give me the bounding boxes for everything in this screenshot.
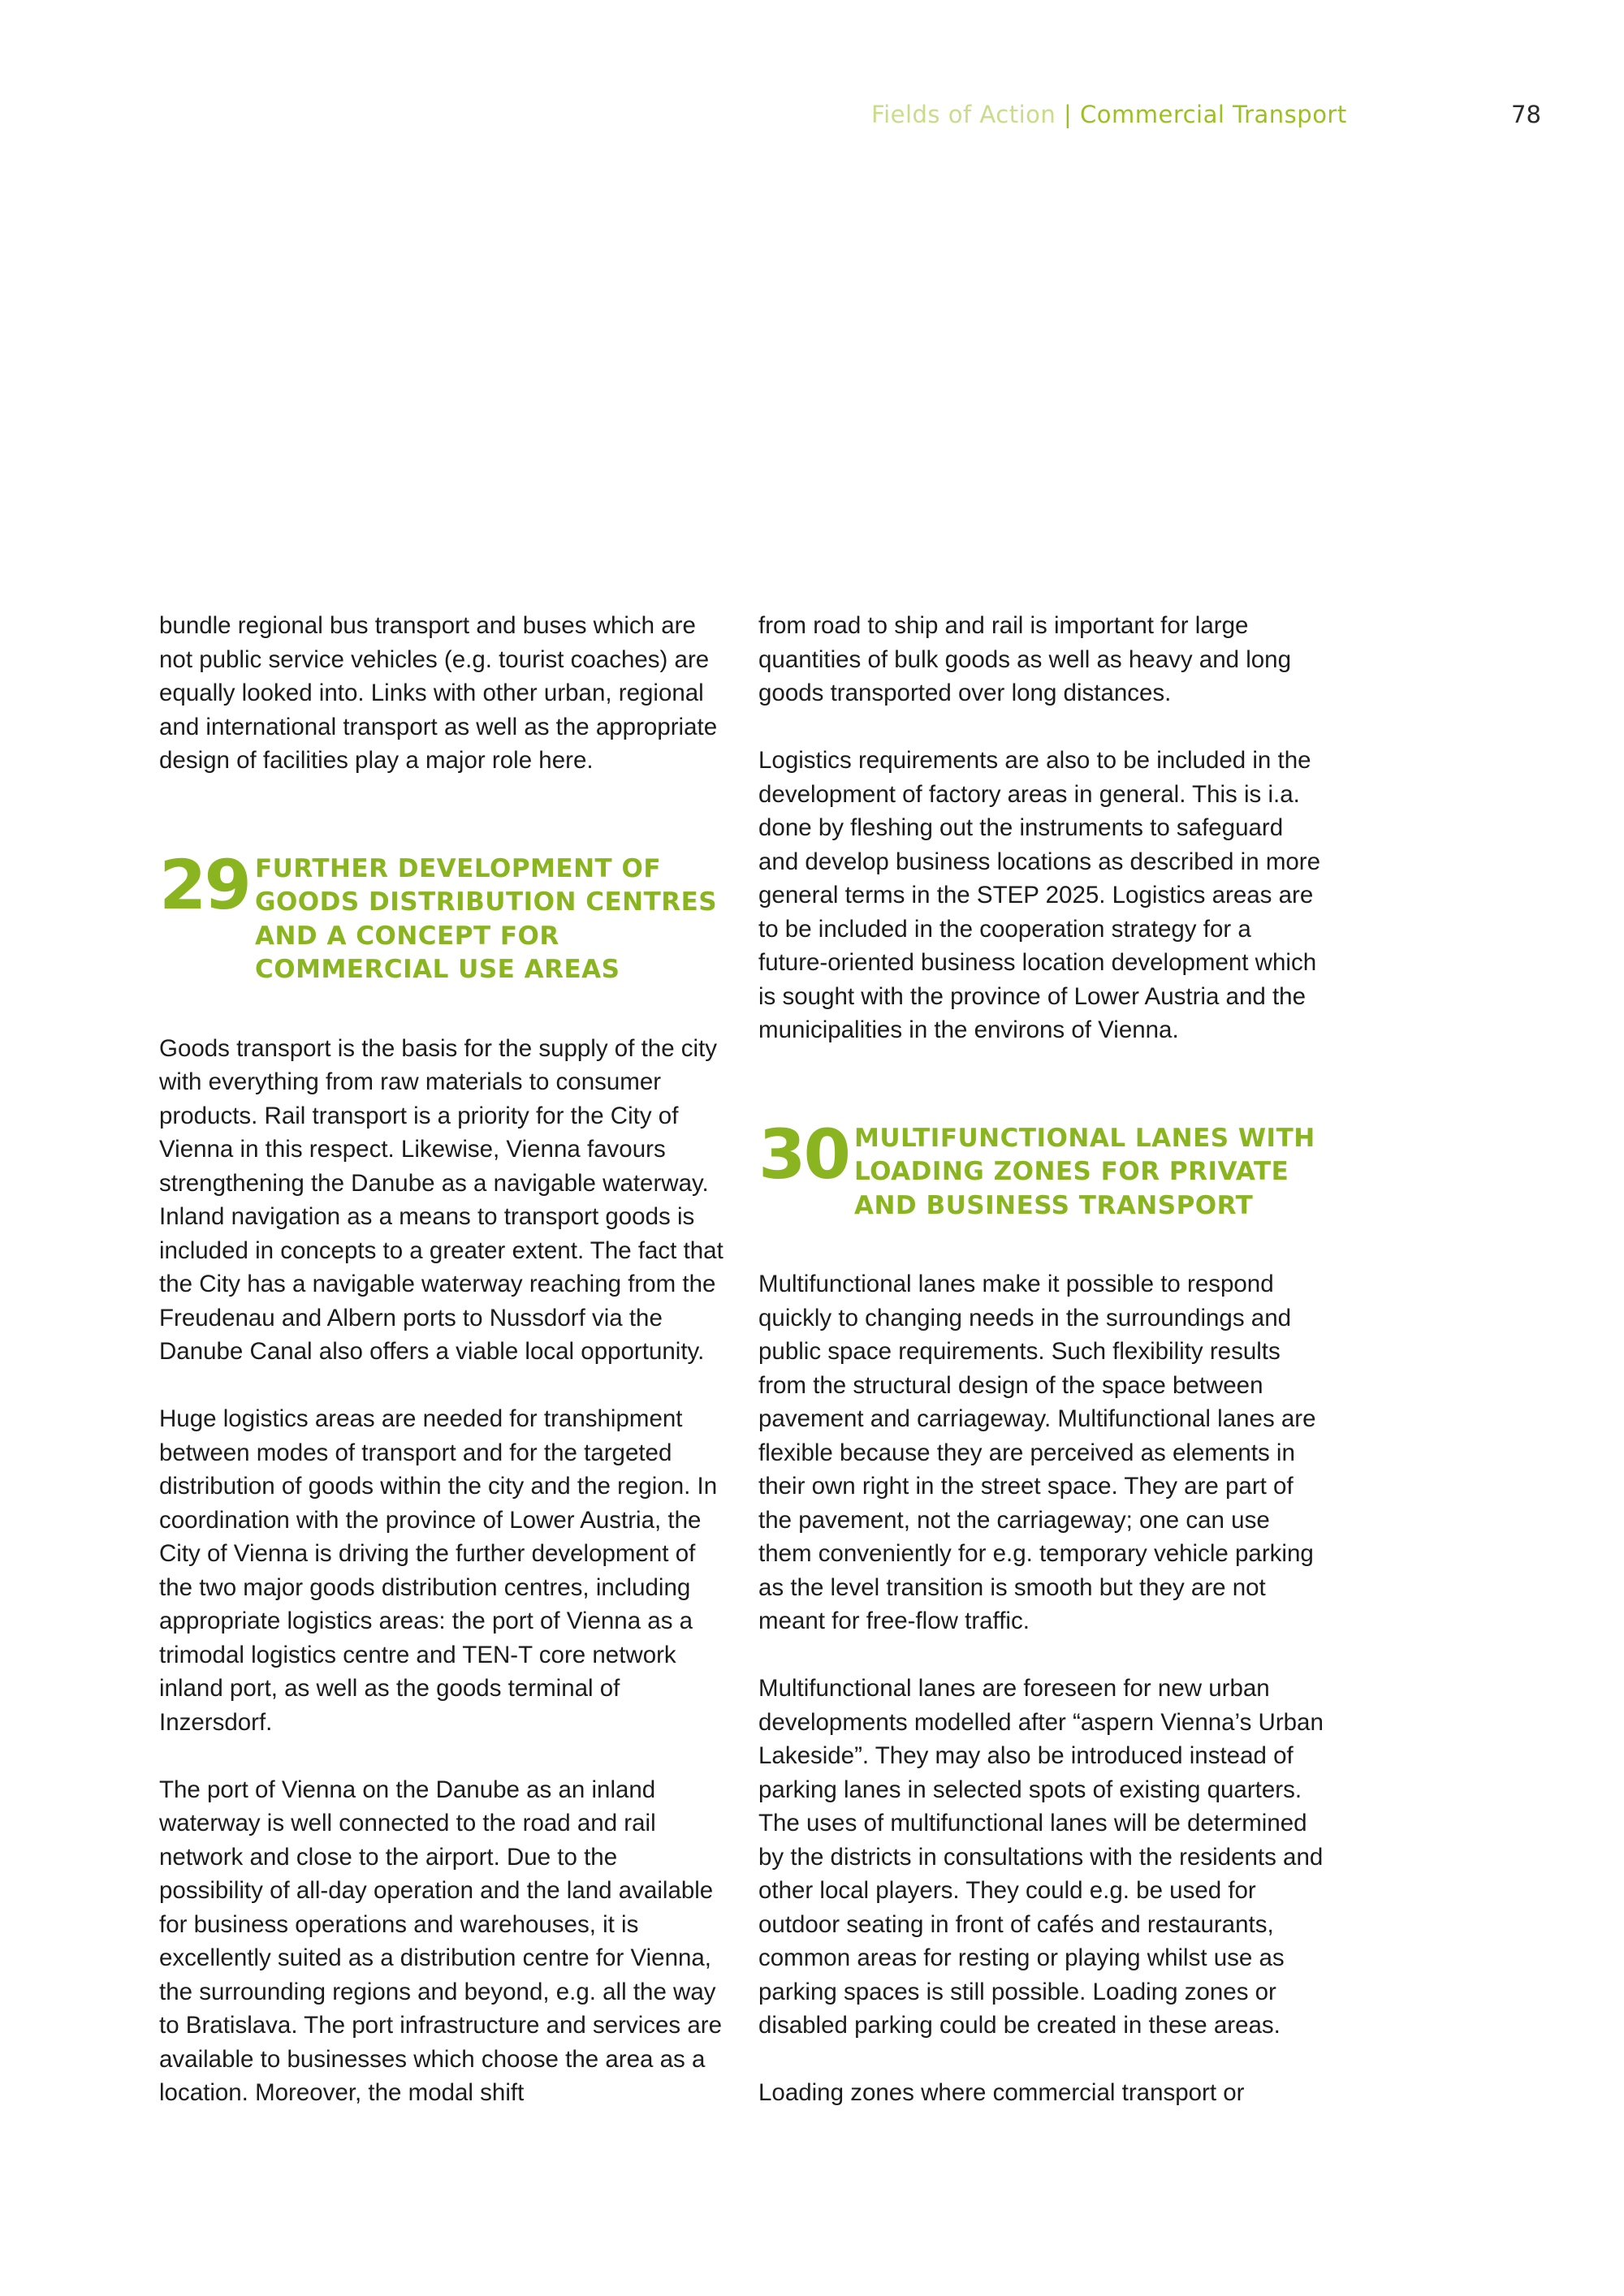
running-head-section: Fields of Action <box>871 101 1056 128</box>
body-paragraph: Huge logistics areas are needed for transhipment between modes of transport and for the targeted distribution of goods within the city and the region. In coordination with the province of Lower Austria, the City of Vienna is driving the further development of the two major goods distribution centres, including appropriate logistics areas: the port of Vienna as a trimodal logistics centre and TEN-T core network inland port, as well as the goods terminal of Inzersdorf. <box>159 1405 718 1736</box>
running-head-separator: | <box>1056 101 1080 128</box>
section-title-line: GOODS DISTRIBUTION CENTRES <box>255 887 718 917</box>
page-number: 78 <box>1511 101 1541 128</box>
section-title-line: MULTIFUNCTIONAL LANES WITH <box>854 1123 1315 1153</box>
section-title-line: COMMERCIAL USE AREAS <box>255 955 620 984</box>
body-paragraph: from road to ship and rail is important for large quantities of bulk goods as well as heavy and long goods transported over long distances. <box>758 612 1291 706</box>
intro-paragraph: bundle regional bus transport and buses which are not public service vehicles (e.g. tourist coaches) are equally looked into. Links with other urban, regional and international transport as well as the appropriate design of facilities play a major role here. <box>159 612 718 774</box>
section-title-line: AND A CONCEPT FOR <box>255 921 559 951</box>
section-title-line: AND BUSINESS TRANSPORT <box>854 1190 1254 1220</box>
running-head-subsection: Commercial Transport <box>1079 101 1347 128</box>
body-paragraph: The port of Vienna on the Danube as an inland waterway is well connected to the road and rail network and close to the airport. Due to the possibility of all-day operation and the land available for business operations and warehouses, it is excellently suited as a distribution centre for Vienna, the surrounding regions and beyond, e.g. all the way to Bratislava. The port infrastructure and services are available to businesses which choose the area as a location. Moreover, the modal shift <box>159 1776 723 2106</box>
body-paragraph: Logistics requirements are also to be included in the development of factory areas in general. This is i.a. done by fleshing out the instruments to safeguard and develop business locations as described in more general terms in the STEP 2025. Logistics areas are to be included in the cooperation strategy for a future-oriented business location development which is sought with the province of Lower Austria and the municipalities in the environs of Vienna. <box>758 747 1321 1043</box>
section-title <box>255 852 717 987</box>
left-column <box>159 609 728 2110</box>
body-paragraph: Multifunctional lanes are foreseen for new urban developments modelled after “aspern Vienna’s Urban Lakeside”. They may also be introduced instead of parking lanes in selected spots of existing quarters. The uses of multifunctional lanes will be determined by the districts in consultations with the residents and other local players. They could e.g. be used for outdoor seating in front of cafés and restaurants, common areas for resting or playing whilst use as parking spaces is still possible. Loading zones or disabled parking could be created in these areas. <box>758 1675 1324 2039</box>
body-paragraph: Goods transport is the basis for the supply of the city with everything from raw materials to consumer products. Rail transport is a priority for the City of Vienna in this respect. Likewise, Vienna favours strengthening the Danube as a navigable waterway. Inland navigation as a means to transport goods is included in concepts to a greater extent. The fact that the City has a navigable waterway reaching from the Freudenau and Albern ports to Nussdorf via the Danube Canal also offers a viable local opportunity. <box>159 1034 723 1365</box>
right-column <box>758 609 1327 2110</box>
section-30-heading <box>758 1114 1327 1224</box>
running-head <box>871 101 1347 128</box>
body-paragraph: Loading zones where commercial transport or <box>758 2079 1245 2106</box>
section-title <box>854 1122 1315 1224</box>
section-title-line: FURTHER DEVELOPMENT OF <box>255 853 661 883</box>
section-number: 30 <box>758 1114 849 1194</box>
section-29-heading <box>159 844 728 987</box>
section-title-line: LOADING ZONES FOR PRIVATE <box>854 1157 1289 1186</box>
body-paragraph: Multifunctional lanes make it possible to respond quickly to changing needs in the surroundings and public space requirements. Such flexibility results from the structural design of the space between pavement and carriageway. Multifunctional lanes are flexible because they are perceived as elements in their own right in the street space. They are part of the pavement, not the carriageway; one can use them conveniently for e.g. temporary vehicle parking as the level transition is smooth but they are not meant for free-flow traffic. <box>758 1271 1316 1634</box>
section-number: 29 <box>159 844 249 925</box>
